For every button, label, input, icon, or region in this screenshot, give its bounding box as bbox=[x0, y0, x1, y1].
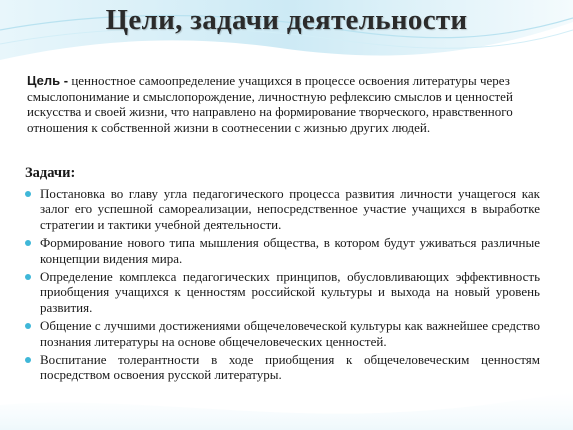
bullet-icon bbox=[25, 357, 31, 363]
bullet-icon bbox=[25, 274, 31, 280]
tasks-list bbox=[25, 186, 540, 386]
list-item bbox=[25, 352, 540, 383]
list-item bbox=[25, 186, 540, 232]
task-text: Общение с лучшими достижениями общечеловеческой культуры как важнейшее средство познания литературы на основе общечеловеческих ценностей. bbox=[40, 318, 540, 349]
bullet-icon bbox=[25, 191, 31, 197]
goal-text: ценностное самоопределение учащихся в процессе освоения литературы через смыслопонимание и смыслопорождение, личностную рефлексию смыслов и ценностей искусства и своей жизни, что направлено на формирование творческого, нравственного отношения к собственной жизни в соотнесении с жизнью других людей. bbox=[27, 73, 513, 135]
list-item bbox=[25, 318, 540, 349]
bullet-icon bbox=[25, 323, 31, 329]
task-text: Определение комплекса педагогических принципов, обусловливающих эффективность приобщения учащихся к ценностям российской культуры и выхода на новый уровень развития. bbox=[40, 269, 540, 315]
goal-paragraph bbox=[27, 73, 555, 135]
task-text: Формирование нового типа мышления общества, в котором будут уживаться различные концепции видения мира. bbox=[40, 235, 540, 266]
task-text: Воспитание толерантности в ходе приобщения к общечеловеческим ценностям посредством освоения русской литературы. bbox=[40, 352, 540, 383]
goal-label: Цель - bbox=[27, 73, 69, 88]
slide-title: Цели, задачи деятельности bbox=[105, 4, 468, 36]
list-item bbox=[25, 269, 540, 315]
bullet-icon bbox=[25, 240, 31, 246]
tasks-heading: Задачи: bbox=[25, 165, 76, 181]
task-text: Постановка во главу угла педагогического процесса развития личности учащегося как залог его успешной самореализации, непосредственное участие учащихся в выработке стратегии и тактики учебной деятельности. bbox=[40, 186, 540, 232]
list-item bbox=[25, 235, 540, 266]
